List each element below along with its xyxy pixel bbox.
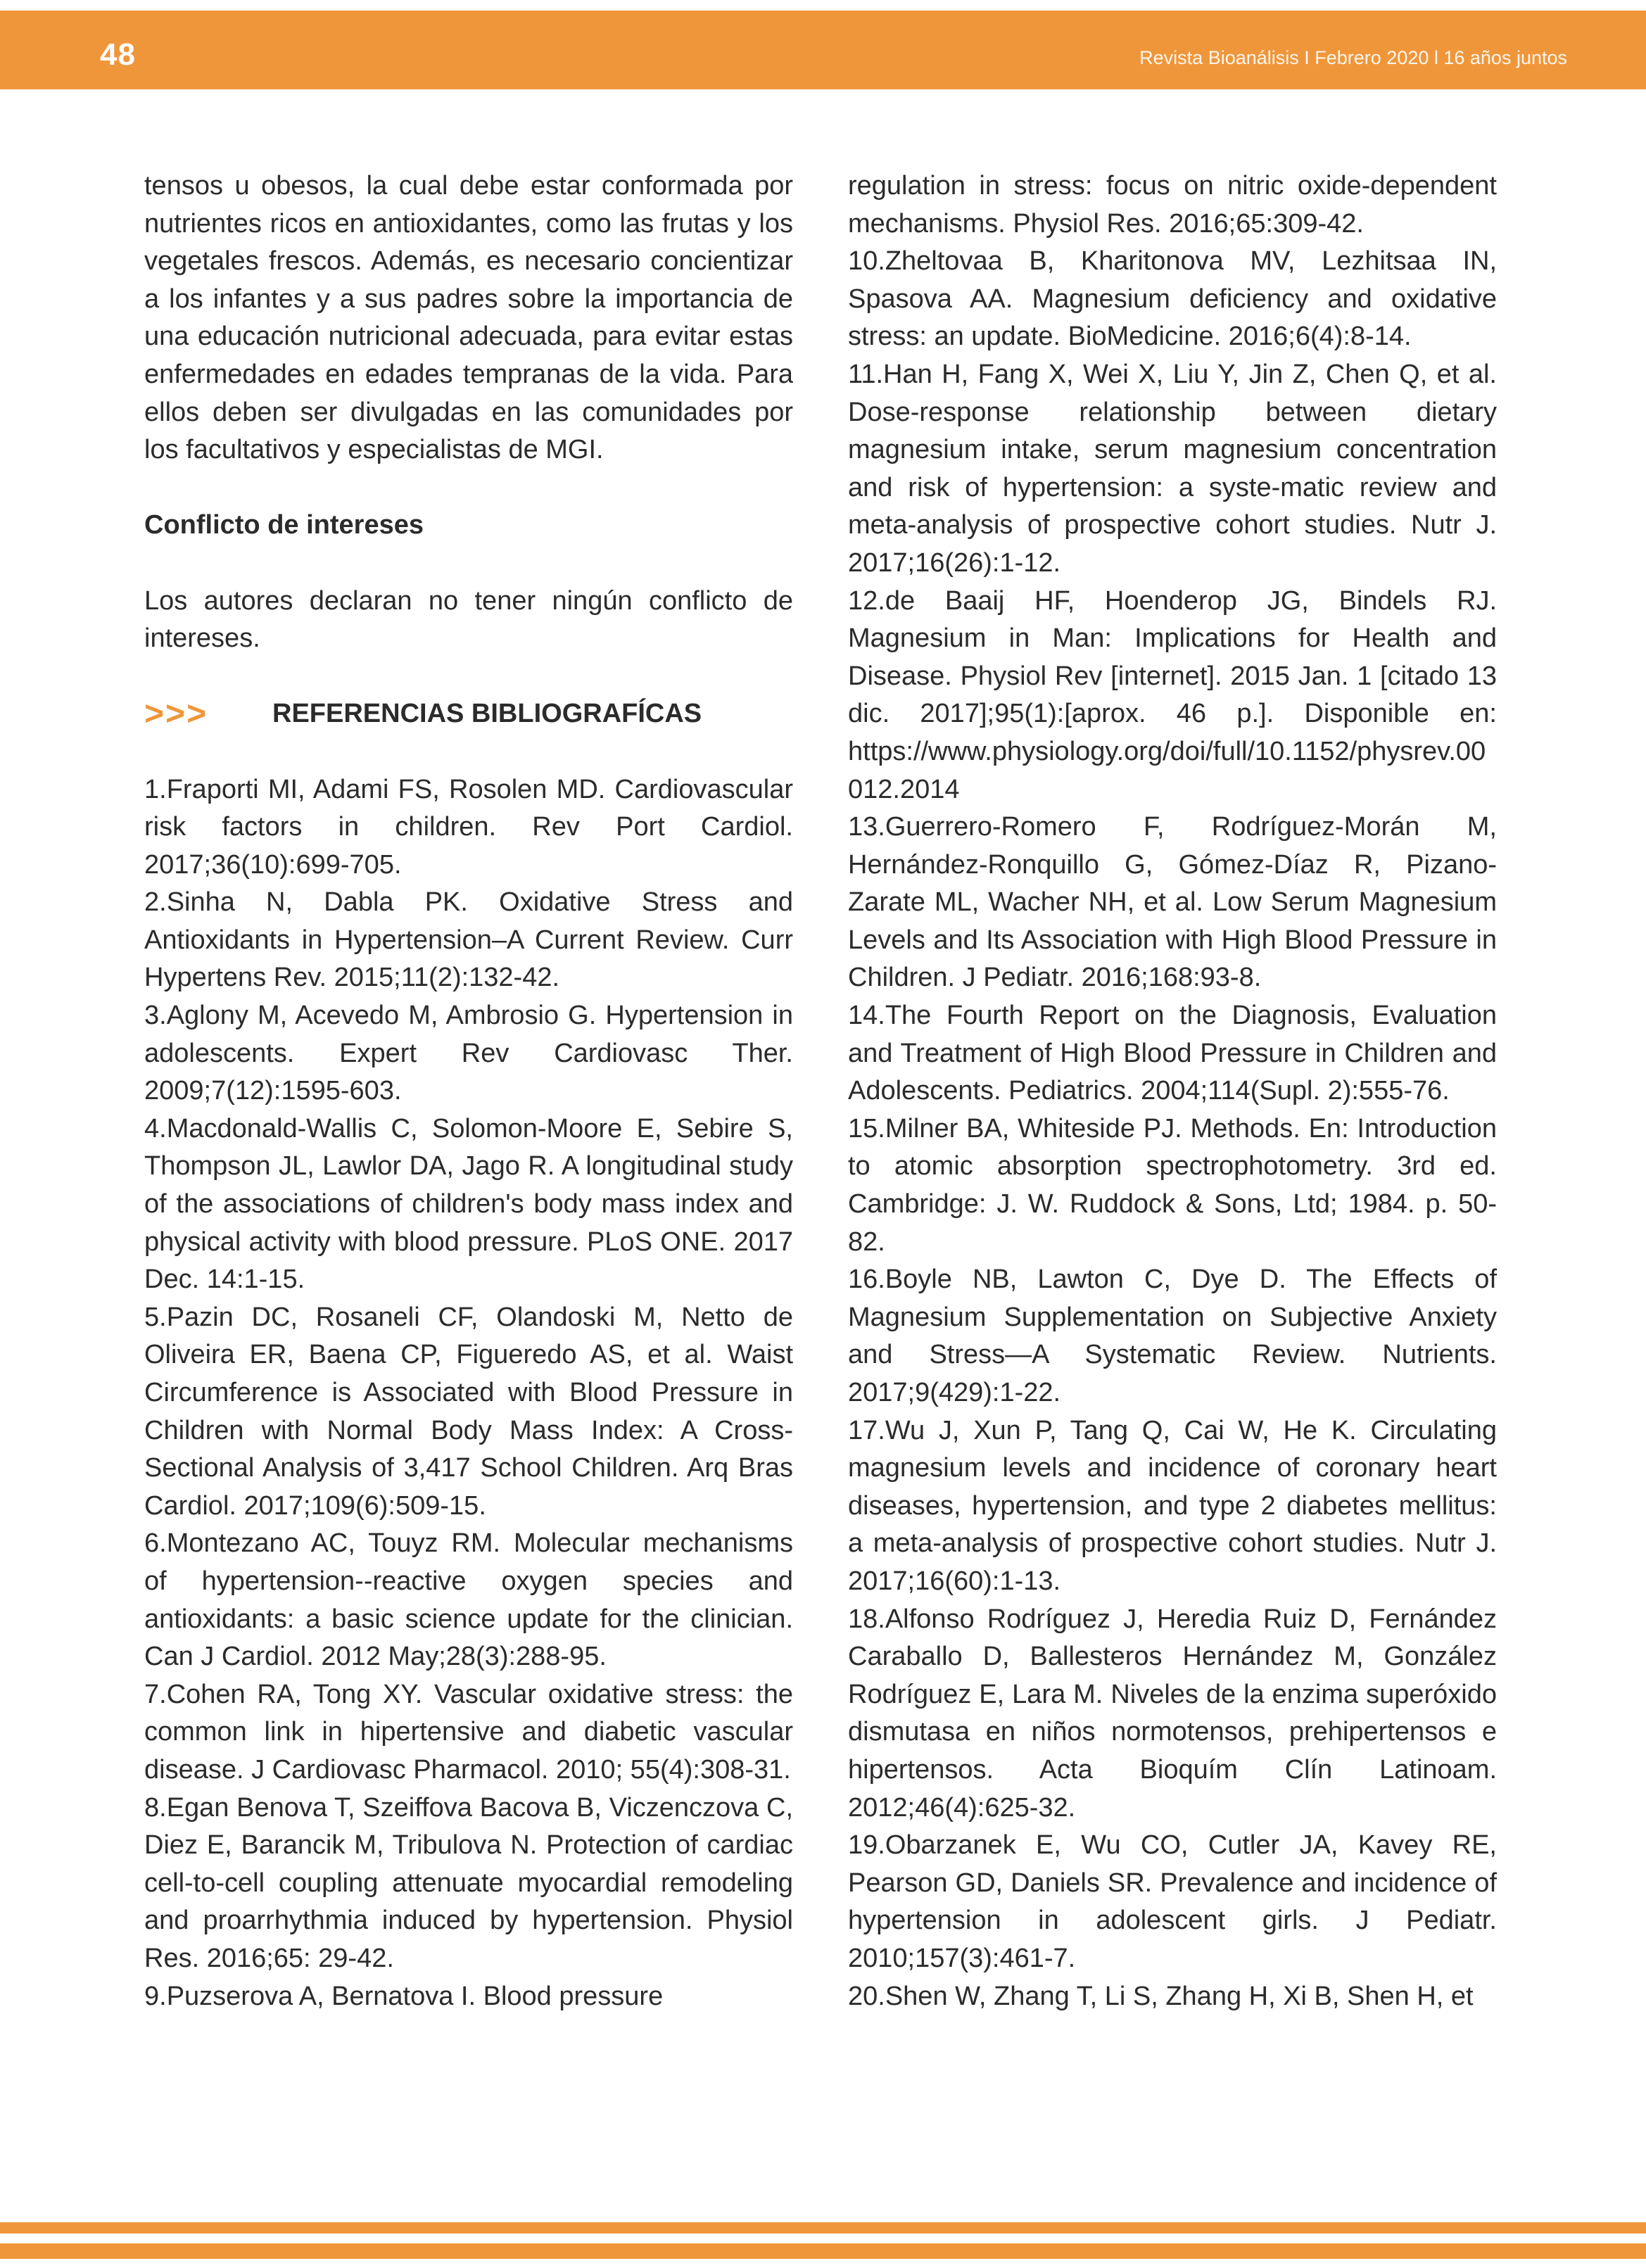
- references-title: REFERENCIAS BIBLIOGRAFÍCAS: [272, 699, 702, 729]
- conflict-text: Los autores declaran no tener ningún conflicto de intereses.: [144, 585, 793, 654]
- reference-item: 9.Puzserova A, Bernatova I. Blood pressure: [144, 1981, 664, 2011]
- reference-item: 15.Milner BA, Whiteside PJ. Methods. En: Introduction to atomic absorption spectrophotometry. 3rd ed. Cambridge: J. W. Ruddock & Sons, Ltd; 1984. p. 50-82.: [848, 1113, 1497, 1257]
- right-column: [848, 167, 1497, 2015]
- reference-item: 13.Guerrero-Romero F, Rodríguez-Morán M, Hernández-Ronquillo G, Gómez-Díaz R, Pizano-Zarate ML, Wacher NH, et al. Low Serum Magnesium Levels and Its Association with High Blood Pressure in Children. J Pediatr. 2016;168:93-8.: [848, 812, 1497, 993]
- reference-item: 14.The Fourth Report on the Diagnosis, Evaluation and Treatment of High Blood Pressure in Children and Adolescents. Pediatrics. 2004;114(Supl. 2):555-76.: [848, 1001, 1497, 1106]
- chevrons-icon: >>>: [144, 695, 208, 733]
- reference-item: 16.Boyle NB, Lawton C, Dye D. The Effects of Magnesium Supplementation on Subjective Anxiety and Stress—A Systematic Review. Nutrients. 2017;9(429):1-22.: [848, 1265, 1497, 1407]
- reference-item: 20.Shen W, Zhang T, Li S, Zhang H, Xi B, Shen H, et: [848, 1981, 1474, 2011]
- reference-item: 7.Cohen RA, Tong XY. Vascular oxidative stress: the common link in hipertensive and diabetic vascular disease. J Cardiovasc Pharmacol. 2010; 55(4):308-31.: [144, 1679, 793, 1785]
- page-number: 48: [100, 37, 136, 72]
- reference-item: 1.Fraporti MI, Adami FS, Rosolen MD. Cardiovascular risk factors in children. Rev Port Cardiol. 2017;36(10):699-705.: [144, 774, 793, 880]
- reference-item: 11.Han H, Fang X, Wei X, Liu Y, Jin Z, Chen Q, et al. Dose-response relationship between dietary magnesium intake, serum magnesium concentration and risk of hypertension: a syste-matic review and meta-analysis of prospective cohort studies. Nutr J. 2017;16(26):1-12.: [848, 359, 1497, 578]
- footer-divider-thin: [0, 2222, 1646, 2234]
- footer-divider-thick: [0, 2243, 1646, 2259]
- reference-item: 19.Obarzanek E, Wu CO, Cutler JA, Kavey RE, Pearson GD, Daniels SR. Prevalence and incidence of hypertension in adolescent girls. J Pediatr. 2010;157(3):461-7.: [848, 1830, 1497, 1973]
- reference-item: 2.Sinha N, Dabla PK. Oxidative Stress and Antioxidants in Hypertension–A Current Review. Curr Hypertens Rev. 2015;11(2):132-42.: [144, 887, 793, 993]
- reference-item: 12.de Baaij HF, Hoenderop JG, Bindels RJ. Magnesium in Man: Implications for Health and Disease. Physiol Rev [internet]. 2015 Jan. 1 [citado 13 dic. 2017];95(1):[aprox. 46 p.]. Disponible en: https://www.physiology.org/doi/full/10.1152/physrev.00012.2014: [848, 585, 1497, 804]
- reference-item: 17.Wu J, Xun P, Tang Q, Cai W, He K. Circulating magnesium levels and incidence of coronary heart diseases, hypertension, and type 2 diabetes mellitus: a meta-analysis of prospective cohort studies. Nutr J. 2017;16(60):1-13.: [848, 1415, 1497, 1596]
- references-heading: [144, 695, 793, 733]
- intro-paragraph: tensos u obesos, la cual debe estar conformada por nutrientes ricos en antioxidantes, como las frutas y los vegetales frescos. Además, es necesario concientizar a los infantes y a sus padres sobre la importancia de una educación nutricional adecuada, para evitar estas enfermedades en edades tempranas de la vida. Para ellos deben ser divulgadas en las comunidades por los facultativos y especialistas de MGI.: [144, 171, 793, 465]
- reference-item: 3.Aglony M, Acevedo M, Ambrosio G. Hypertension in adolescents. Expert Rev Cardiovasc Ther. 2009;7(12):1595-603.: [144, 1001, 793, 1106]
- reference-item: 6.Montezano AC, Touyz RM. Molecular mechanisms of hypertension--reactive oxygen species and antioxidants: a basic science update for the clinician. Can J Cardiol. 2012 May;28(3):288-95.: [144, 1528, 793, 1672]
- left-column: [144, 167, 793, 2015]
- journal-info: Revista Bioanálisis I Febrero 2020 l 16 años juntos: [1139, 47, 1567, 68]
- reference-item: 10.Zheltovaa B, Kharitonova MV, Lezhitsaa IN, Spasova AA. Magnesium deficiency and oxidative stress: an update. BioMedicine. 2016;6(4):8-14.: [848, 246, 1497, 352]
- reference-item: 18.Alfonso Rodríguez J, Heredia Ruiz D, Fernández Caraballo D, Ballesteros Hernández M, González Rodríguez E, Lara M. Niveles de la enzima superóxido dismutasa en niños normotensos, prehipertensos e hipertensos. Acta Bioquím Clín Latinoam. 2012;46(4):625-32.: [848, 1604, 1497, 1823]
- reference-item: 4.Macdonald-Wallis C, Solomon-Moore E, Sebire S, Thompson JL, Lawlor DA, Jago R. A longitudinal study of the associations of children's body mass index and physical activity with blood pressure. PLoS ONE. 2017 Dec. 14:1-15.: [144, 1113, 793, 1295]
- reference-item: 8.Egan Benova T, Szeiffova Bacova B, Viczenczova C, Diez E, Barancik M, Tribulova N. Protection of cardiac cell-to-cell coupling attenuate myocardial remodeling and proarrhythmia induced by hypertension. Physiol Res. 2016;65: 29-42.: [144, 1792, 793, 1973]
- conflict-title: Conflicto de intereses: [144, 510, 424, 540]
- header-band: [0, 11, 1646, 89]
- reference-item: 5.Pazin DC, Rosaneli CF, Olandoski M, Netto de Oliveira ER, Baena CP, Figueredo AS, et al. Waist Circumference is Associated with Blood Pressure in Children with Normal Body Mass Index: A Cross-Sectional Analysis of 3,417 School Children. Arq Bras Cardiol. 2017;109(6):509-15.: [144, 1302, 793, 1521]
- reference-item: regulation in stress: focus on nitric oxide-dependent mechanisms. Physiol Res. 2016;65:309-42.: [848, 171, 1497, 239]
